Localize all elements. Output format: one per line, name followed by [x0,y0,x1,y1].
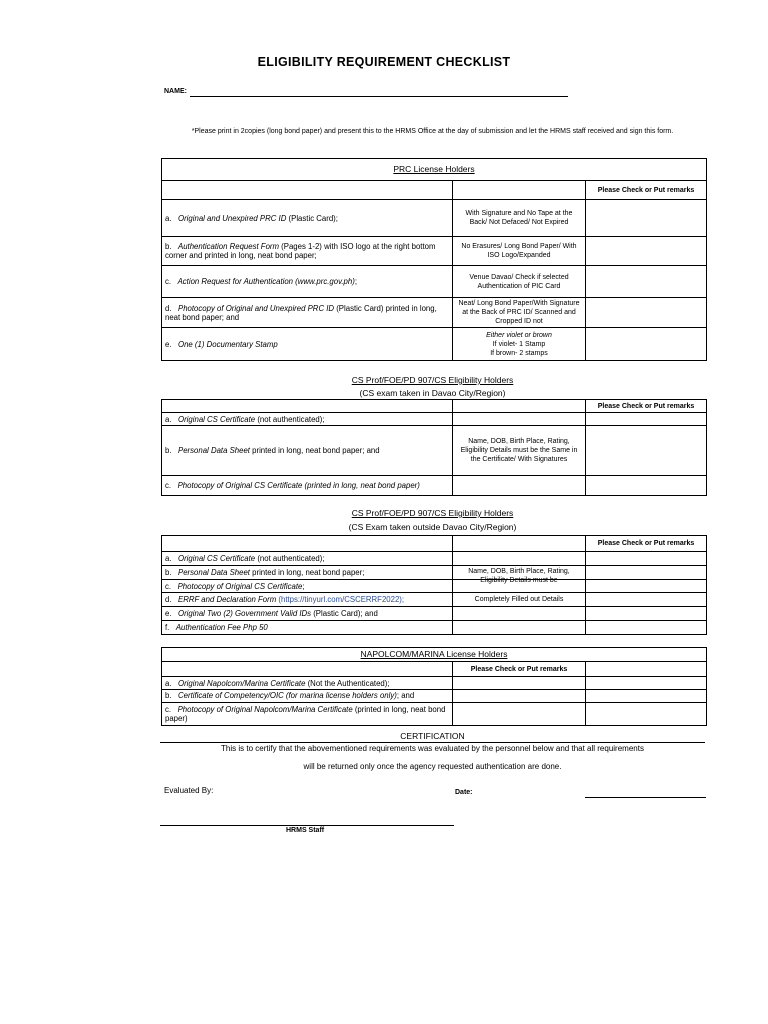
cs1-item-b: b. Personal Data Sheet printed in long, neat bond paper; and [162,426,453,476]
evaluated-by-label: Evaluated By: [164,786,214,795]
cs1-remark-b: Name, DOB, Birth Place, Rating, Eligibility Details must be the Same in the Certificate/ With Signatures [453,426,586,476]
prc-remark-b: No Erasures/ Long Bond Paper/ With ISO Logo/Expanded [453,237,586,266]
cs2-item-c: c. Photocopy of Original CS Certificate; [162,580,453,593]
cs2-table [161,535,707,635]
prc-check-b[interactable] [586,237,707,266]
empty-cell [162,181,453,200]
prc-remark-a: With Signature and No Tape at the Back/ Not Defaced/ Not Expired [453,200,586,237]
certification-line-2: will be returned only once the agency requested authentication are done. [303,762,562,771]
hrms-staff-label: HRMS Staff [286,827,325,834]
cs1-item-a: a. Original CS Certificate (not authenticated); [162,413,453,426]
napolcom-item-b: b. Certificate of Competency/OIC (for marina license holders only); and [162,690,453,703]
cs2-check-b[interactable] [586,566,707,580]
name-input-line[interactable] [190,96,568,97]
date-label: Date: [455,789,473,796]
cs2-remark-a [453,552,586,566]
prc-item-d: d. Photocopy of Original and Unexpired PRC ID (Plastic Card) printed in long, neat bond paper; and [162,298,453,328]
cs2-remark-b-text: Name, DOB, Birth Place, Rating, Eligibility Details must be [468,568,570,584]
empty-cell [453,400,586,413]
cs2-item-a: a. Original CS Certificate (not authenticated); [162,552,453,566]
prc-check-a[interactable] [586,200,707,237]
prc-table [161,158,707,361]
napolcom-remark-b[interactable] [586,690,707,703]
cs1-table [161,399,707,496]
cs2-check-c[interactable] [586,580,707,593]
empty-cell [162,662,453,677]
name-label: NAME: [164,88,187,95]
date-input-line[interactable] [585,797,706,798]
signature-line[interactable] [160,825,454,826]
cs1-item-c: c. Photocopy of Original CS Certificate (printed in long, neat bond paper) [162,476,453,496]
cs2-check-a[interactable] [586,552,707,566]
cs2-remark-e [453,607,586,621]
prc-check-label: Please Check or Put remarks [586,181,707,200]
cs2-item-e: e. Original Two (2) Government Valid IDs (Plastic Card); and [162,607,453,621]
prc-item-e: e. One (1) Documentary Stamp [162,328,453,361]
instructions-text: *Please print in 2copies (long bond paper) and present this to the HRMS Office at the day of submission and let the HRMS staff received and sign this form. [191,128,674,135]
cs2-check-label: Please Check or Put remarks [586,536,707,552]
prc-check-d[interactable] [586,298,707,328]
cs1-remark-c [453,476,586,496]
cs2-remark-d: Completely Filled out Details [453,593,586,607]
prc-remark-d: Neat/ Long Bond Paper/With Signature at the Back of PRC ID/ Scanned and Cropped ID not [453,298,586,328]
cs2-item-b: b. Personal Data Sheet printed in long, neat bond paper; [162,566,453,580]
cs1-title: CS Prof/FOE/PD 907/CS Eligibility Holders [351,375,514,385]
cs1-check-b[interactable] [586,426,707,476]
napolcom-remark-c[interactable] [586,703,707,726]
cs1-check-label: Please Check or Put remarks [586,400,707,413]
cs2-remark-f [453,621,586,635]
errf-link[interactable]: (https://tinyurl.com/CSCERRF2022); [276,594,405,604]
prc-item-b: b. Authentication Request Form (Pages 1-2) with ISO logo at the right bottom corner and printed in long, neat bond paper; [162,237,453,266]
page-title: ELIGIBILITY REQUIREMENT CHECKLIST [257,55,511,69]
empty-cell [453,536,586,552]
cs1-check-a[interactable] [586,413,707,426]
napolcom-table [161,647,707,726]
prc-check-e[interactable] [586,328,707,361]
cs1-check-c[interactable] [586,476,707,496]
prc-header: PRC License Holders [162,159,707,181]
cs2-item-d: d. ERRF and Declaration Form (https://tinyurl.com/CSCERRF2022); [162,593,453,607]
cs2-check-e[interactable] [586,607,707,621]
prc-check-c[interactable] [586,266,707,298]
napolcom-check-a[interactable] [453,677,586,690]
empty-cell [162,400,453,413]
cs2-subtitle: (CS Exam taken outside Davao City/Region) [348,522,517,532]
prc-item-a: a. Original and Unexpired PRC ID (Plastic Card); [162,200,453,237]
cs2-check-d[interactable] [586,593,707,607]
napolcom-item-a: a. Original Napolcom/Marina Certificate (Not the Authenticated); [162,677,453,690]
napolcom-check-label: Please Check or Put remarks [453,662,586,677]
napolcom-check-c[interactable] [453,703,586,726]
certification-divider [160,742,705,743]
cs2-item-f: f. Authentication Fee Php 50 [162,621,453,635]
cs2-check-f[interactable] [586,621,707,635]
prc-remark-e: Either violet or brown If violet- 1 Stamp If brown- 2 stamps [453,328,586,361]
prc-item-c: c. Action Request for Authentication (www.prc.gov.ph); [162,266,453,298]
certification-line-1: This is to certify that the abovementioned requirements was evaluated by the personnel below and that all requirements [221,744,644,753]
cs1-remark-a [453,413,586,426]
empty-cell [453,181,586,200]
empty-cell [162,536,453,552]
napolcom-header: NAPOLCOM/MARINA License Holders [162,648,707,662]
prc-remark-c: Venue Davao/ Check if selected Authentication of PIC Card [453,266,586,298]
cs2-remark-b [453,566,586,584]
napolcom-remark-a[interactable] [586,677,707,690]
napolcom-item-c: c. Photocopy of Original Napolcom/Marina Certificate (printed in long, neat bond paper) [162,703,453,726]
cs1-subtitle: (CS exam taken in Davao City/Region) [359,388,506,398]
cs2-title: CS Prof/FOE/PD 907/CS Eligibility Holders [351,508,514,518]
certification-title: CERTIFICATION [400,731,465,741]
empty-cell [586,662,707,677]
napolcom-check-b[interactable] [453,690,586,703]
